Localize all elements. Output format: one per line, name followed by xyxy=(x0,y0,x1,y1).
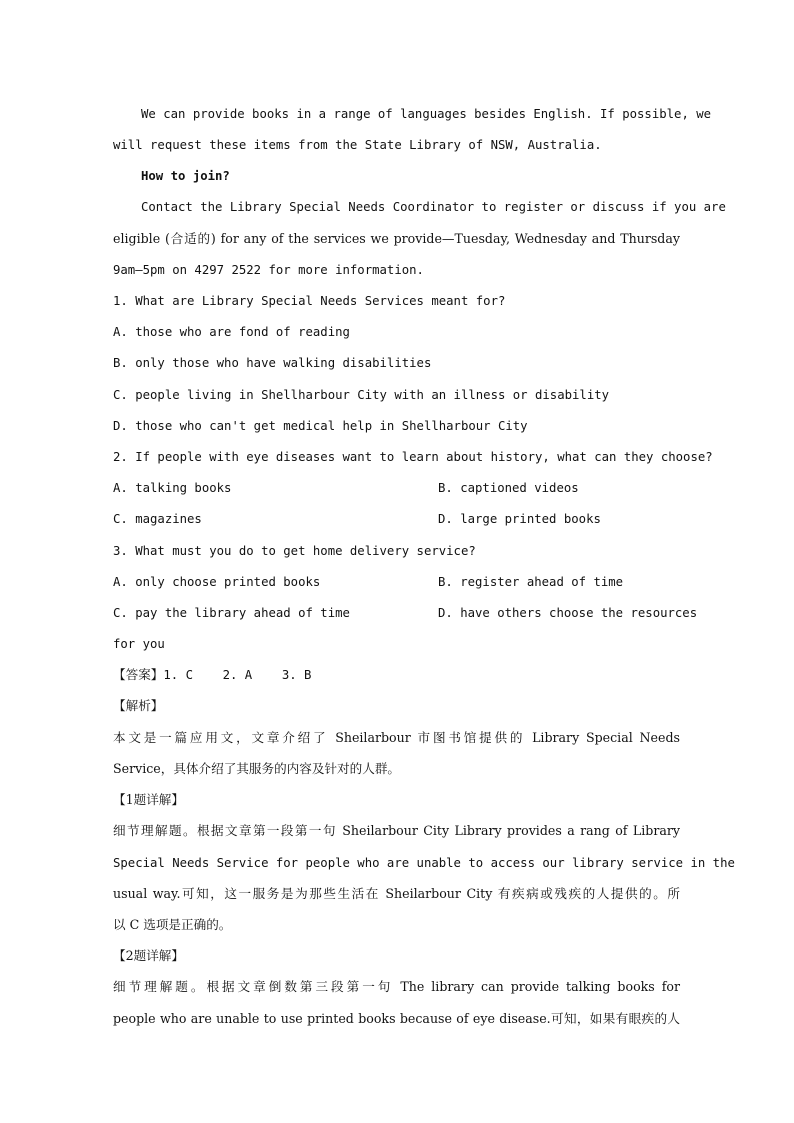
answer-option: A. talking books xyxy=(113,481,232,495)
detail-line: Special Needs Service for people who are unable to access our library service in the xyxy=(113,856,735,870)
answer-option: A. those who are fond of reading xyxy=(113,325,350,339)
passage-paragraph-line: will request these items from the State Library of NSW, Australia. xyxy=(113,138,602,152)
answer-option: C. people living in Shellharbour City with an illness or disability xyxy=(113,388,610,402)
analysis-line: 本文是一篇应用文，文章介绍了 Sheilarbour 市图书馆提供的 Library Special Needs xyxy=(113,730,680,745)
answer-option: B. register ahead of time xyxy=(438,575,624,589)
answer-key xyxy=(113,667,680,683)
answer-option: A. only choose printed books xyxy=(113,575,321,589)
answer-option: C. pay the library ahead of time xyxy=(113,606,350,620)
answer-option: B. only those who have walking disabilities xyxy=(113,356,432,370)
detail-line: 以 C 选项是正确的。 xyxy=(113,917,232,932)
answer-option: D. large printed books xyxy=(438,512,601,526)
answer-key-label: 【答案】 xyxy=(113,667,164,682)
analysis-line: Service，具体介绍了其服务的内容及针对的人群。 xyxy=(113,761,401,776)
question-stem: 3. What must you do to get home delivery service? xyxy=(113,544,476,558)
answer-option: D. those who can't get medical help in Shellharbour City xyxy=(113,419,528,433)
analysis-label: 【解析】 xyxy=(113,698,164,713)
answer-key-values: 1. C 2. A 3. B xyxy=(163,668,312,682)
detail-line: 细节理解题。根据文章第一段第一句 Sheilarbour City Library provides a rang of Library xyxy=(113,823,680,838)
section-heading: How to join? xyxy=(141,169,230,183)
question-stem: 1. What are Library Special Needs Services meant for? xyxy=(113,294,506,308)
detail-line: 细节理解题。根据文章倒数第三段第一句 The library can provide talking books for xyxy=(113,979,680,994)
passage-paragraph-line: 9am—5pm on 4297 2522 for more information. xyxy=(113,263,424,277)
question-stem: 2. If people with eye diseases want to learn about history, what can they choose? xyxy=(113,450,713,464)
detail-line: people who are unable to use printed books because of eye disease.可知，如果有眼疾的人 xyxy=(113,1011,680,1026)
answer-option: D. have others choose the resources xyxy=(438,606,698,620)
detail-line: usual way.可知，这一服务是为那些生活在 Sheilarbour City 有疾病或残疾的人提供的。所 xyxy=(113,886,680,901)
detail-label: 【1题详解】 xyxy=(113,792,184,807)
passage-paragraph-line: We can provide books in a range of languages besides English. If possible, we xyxy=(141,107,712,121)
answer-option: B. captioned videos xyxy=(438,481,579,495)
passage-paragraph-line: Contact the Library Special Needs Coordinator to register or discuss if you are xyxy=(141,200,726,214)
answer-option-continuation: for you xyxy=(113,637,165,651)
passage-paragraph-line: eligible (合适的) for any of the services we provide—Tuesday, Wednesday and Thursday xyxy=(113,231,680,246)
answer-option: C. magazines xyxy=(113,512,202,526)
detail-label: 【2题详解】 xyxy=(113,948,184,963)
